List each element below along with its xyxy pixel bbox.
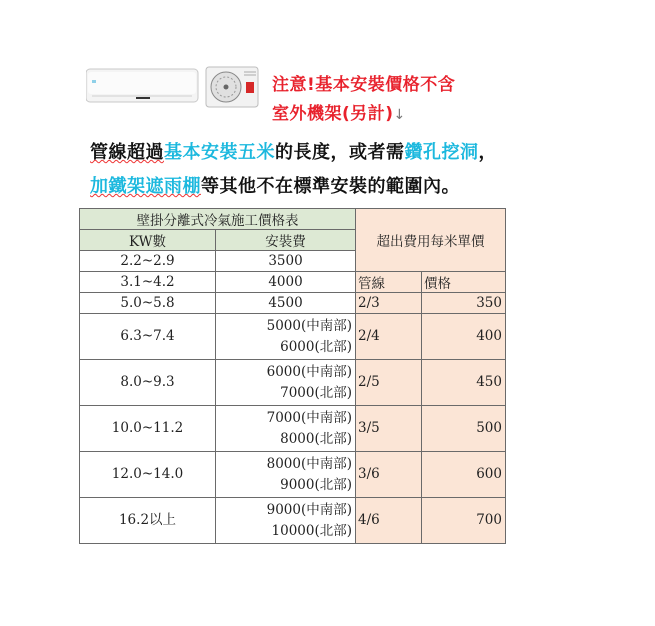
intro-line-1 [90,138,497,164]
fee-south: 7000(中南部) [266,409,352,426]
kw-cell: 8.0~9.3 [80,360,216,406]
fee-cell [216,314,356,360]
price-header: 價格 [422,272,506,293]
pipe-cell: 3/5 [356,406,422,452]
notice-line-1: 注意!基本安裝價格不含 [272,75,456,95]
kw-cell: 16.2以上 [80,498,216,544]
pipe-cell: 2/5 [356,360,422,406]
fee-north: 7000(北部) [280,384,352,401]
intro-segment: 管線超過 [90,142,164,163]
fee-cell [216,452,356,498]
pipe-cell: 2/4 [356,314,422,360]
kw-cell: 6.3~7.4 [80,314,216,360]
price-table [79,208,506,544]
price-cell: 500 [422,406,506,452]
fee-south: 5000(中南部) [266,317,352,334]
pipe-header: 管線 [356,272,422,293]
fee-cell [216,360,356,406]
fee-cell [216,406,356,452]
split-ac-indoor-unit-icon [86,69,198,102]
pipe-cell: 4/6 [356,498,422,544]
fee-north: 8000(北部) [280,430,352,447]
price-cell: 600 [422,452,506,498]
kw-cell: 10.0~11.2 [80,406,216,452]
fee-north: 6000(北部) [280,338,352,355]
price-cell: 400 [422,314,506,360]
fee-cell: 4500 [216,293,356,314]
table-row [80,498,506,544]
fee-south: 6000(中南部) [266,363,352,380]
fee-south: 8000(中南部) [266,455,352,472]
price-cell: 350 [422,293,506,314]
kw-cell: 12.0~14.0 [80,452,216,498]
fee-south: 9000(中南部) [266,501,352,518]
fee-header: 安裝費 [216,230,356,251]
kw-cell: 2.2~2.9 [80,251,216,272]
table-title: 壁掛分離式冷氣施工價格表 [80,209,356,230]
table-row [80,272,506,293]
table-row [80,314,506,360]
notice-line-2-text: 室外機架(另計) [272,104,394,124]
extra-fee-title: 超出費用每米單價 [356,209,506,272]
kw-header: KW數 [80,230,216,251]
table-row [80,360,506,406]
pipe-cell: 3/6 [356,452,422,498]
fee-cell: 4000 [216,272,356,293]
table-row [80,293,506,314]
fee-cell [216,498,356,544]
intro-line-2 [90,172,460,198]
price-cell: 700 [422,498,506,544]
intro-segment: 的長度，或者需 [275,142,405,163]
pipe-cell: 2/3 [356,293,422,314]
intro-highlight: 基本安裝五米 [164,142,275,163]
table-row [80,209,506,230]
intro-highlight: 加鐵架遮雨棚 [90,176,201,197]
kw-cell: 5.0~5.8 [80,293,216,314]
fee-north: 9000(北部) [280,476,352,493]
outdoor-unit-icon [206,67,258,107]
price-cell: 450 [422,360,506,406]
table-row [80,406,506,452]
paragraph-mark-icon: ↓ [393,107,406,123]
intro-segment: ， [478,142,497,163]
notice-line-2 [272,99,406,124]
kw-cell: 3.1~4.2 [80,272,216,293]
air-conditioner-illustration [86,66,262,108]
fee-cell: 3500 [216,251,356,272]
intro-segment: 等其他不在標準安裝的範圍內。 [201,176,460,197]
intro-highlight: 鑽孔挖洞 [404,142,479,163]
table-row [80,452,506,498]
fee-north: 10000(北部) [271,522,352,539]
